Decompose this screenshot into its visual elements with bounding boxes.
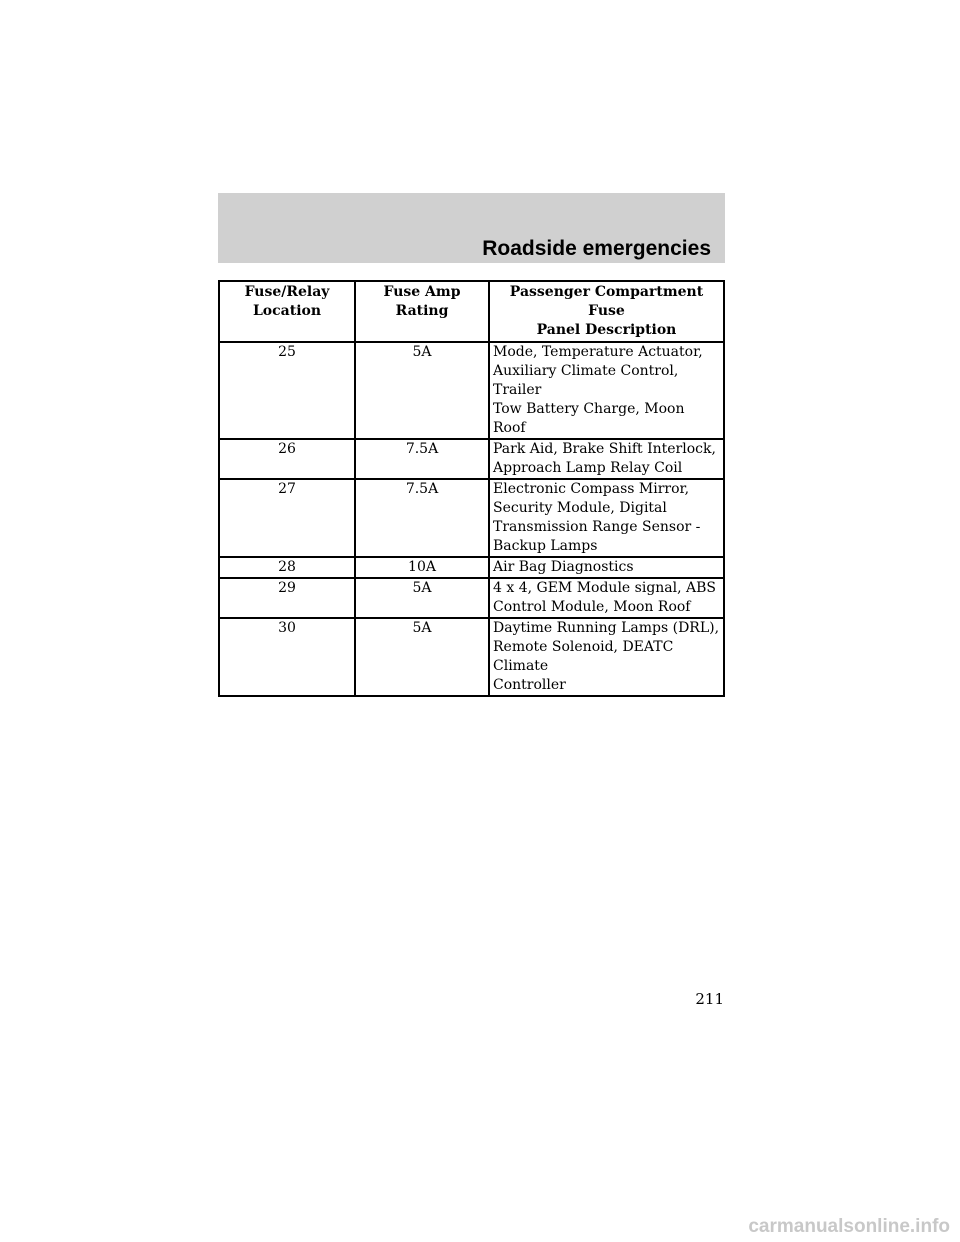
cell-location: 30 [219,618,355,696]
description-line: Backup Lamps [493,538,598,554]
cell-description [489,557,724,578]
cell-location: 27 [219,479,355,557]
fuse-table [218,280,725,697]
cell-rating: 5A [355,618,489,696]
cell-description [489,578,724,618]
cell-rating: 5A [355,578,489,618]
cell-rating: 5A [355,342,489,439]
description-line: Mode, Temperature Actuator, [493,344,703,360]
table-row [219,578,724,618]
description-line: Security Module, Digital [493,500,667,516]
cell-location: 26 [219,439,355,479]
table-header-row [219,281,724,342]
cell-location: 25 [219,342,355,439]
description-line: Controller [493,677,566,693]
cell-description [489,439,724,479]
column-header-line: Passenger Compartment Fuse [509,284,704,319]
column-header-line: Rating [395,303,449,319]
column-header-line: Location [252,303,322,319]
section-title: Roadside emergencies [482,237,711,260]
description-line: Control Module, Moon Roof [493,599,691,615]
description-line: Transmission Range Sensor - [493,519,701,535]
table-body [219,342,724,696]
column-header-rating [355,281,489,342]
column-header-description [489,281,724,342]
cell-description [489,342,724,439]
table-row [219,557,724,578]
column-header-line: Panel Description [536,322,677,338]
table-row [219,439,724,479]
description-line: Tow Battery Charge, Moon Roof [493,401,685,436]
description-line: Daytime Running Lamps (DRL), [493,620,720,636]
watermark-text: carmanualsonline.info [748,1216,950,1237]
cell-rating: 7.5A [355,479,489,557]
table-row [219,342,724,439]
description-line: Approach Lamp Relay Coil [493,460,683,476]
description-line: Auxiliary Climate Control, Trailer [493,363,679,398]
cell-rating: 7.5A [355,439,489,479]
table-row [219,479,724,557]
description-line: Air Bag Diagnostics [493,559,634,575]
cell-description [489,479,724,557]
column-header-line: Fuse Amp [383,284,461,300]
page-number: 211 [695,990,724,1008]
column-header-location [219,281,355,342]
cell-description [489,618,724,696]
cell-location: 28 [219,557,355,578]
table-row [219,618,724,696]
description-line: Electronic Compass Mirror, [493,481,690,497]
description-line: Park Aid, Brake Shift Interlock, [493,441,716,457]
description-line: 4 x 4, GEM Module signal, ABS [493,580,717,596]
section-header-band [218,193,725,263]
column-header-line: Fuse/Relay [244,284,330,300]
cell-rating: 10A [355,557,489,578]
description-line: Remote Solenoid, DEATC Climate [493,639,674,674]
cell-location: 29 [219,578,355,618]
